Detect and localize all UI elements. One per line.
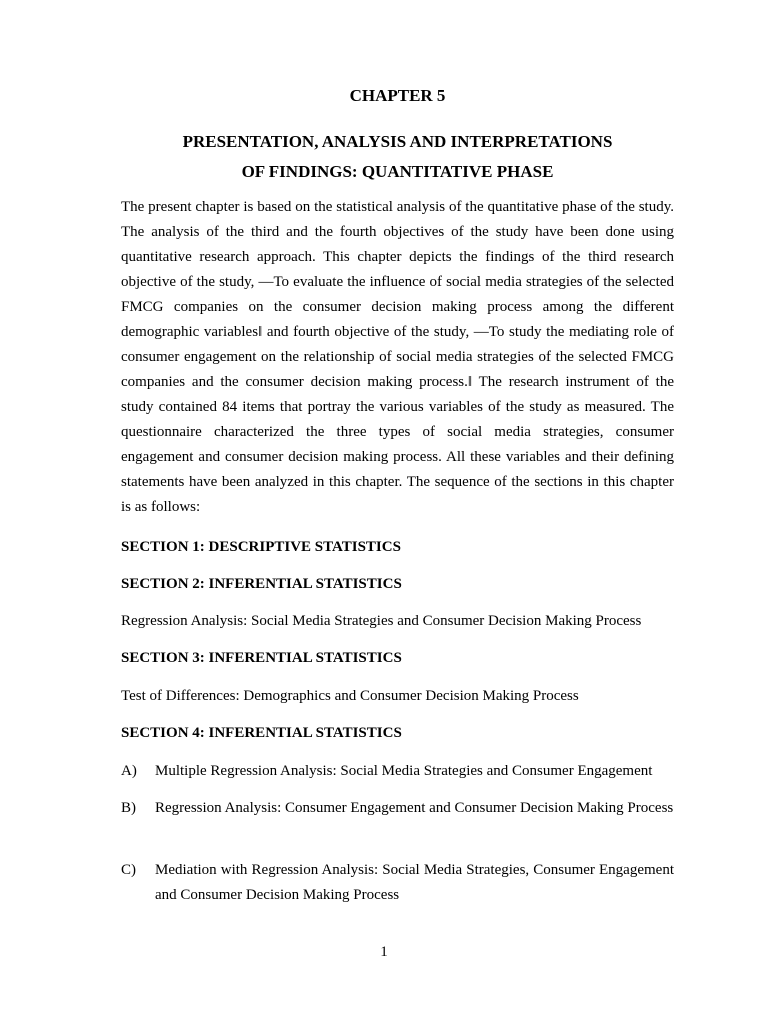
chapter-title-line-1: PRESENTATION, ANALYSIS AND INTERPRETATIONS — [182, 132, 613, 151]
chapter-title — [121, 127, 674, 187]
section-3-text: Test of Differences: Demographics and Consumer Decision Making Process — [121, 688, 579, 704]
chapter-label: CHAPTER 5 — [349, 86, 446, 105]
section-1-heading: SECTION 1: DESCRIPTIVE STATISTICS — [121, 539, 401, 555]
item-text: Mediation with Regression Analysis: Social Media Strategies, Consumer Engagement and Consumer Decision Making Process — [155, 862, 674, 903]
item-marker: C) — [121, 862, 136, 878]
intro-paragraph: The present chapter is based on the statistical analysis of the quantitative phase of the study. The analysis of the third and the fourth objectives of the study have been done using quantitative research approach. This chapter depicts the findings of the third research objective of the study, —To evaluate the influence of social media strategies of the selected FMCG companies on the consumer decision making process among the different demographic variables‖ and fourth objective of the study, —To study the mediating role of consumer engagement on the relationship of social media strategies of the selected FMCG companies and the consumer decision making process.‖ The research instrument of the study contained 84 items that portray the various variables of the study as measured. The questionnaire characterized the three types of social media strategies, consumer engagement and consumer decision making process. All these variables and their defining statements have been analyzed in this chapter. The sequence of the sections in this chapter is as follows: — [121, 199, 674, 515]
page-number: 1 — [380, 944, 388, 960]
section-4-item-c — [121, 858, 674, 908]
section-4-heading: SECTION 4: INFERENTIAL STATISTICS — [121, 725, 402, 741]
section-4-item-a — [121, 759, 674, 784]
item-marker: B) — [121, 800, 136, 816]
item-marker: A) — [121, 763, 137, 779]
section-2-text: Regression Analysis: Social Media Strategies and Consumer Decision Making Process — [121, 613, 642, 629]
item-text: Multiple Regression Analysis: Social Media Strategies and Consumer Engagement — [155, 763, 653, 779]
section-2-heading: SECTION 2: INFERENTIAL STATISTICS — [121, 576, 402, 592]
section-4-item-b — [121, 796, 674, 821]
item-text: Regression Analysis: Consumer Engagement and Consumer Decision Making Process — [155, 800, 674, 816]
section-3-heading: SECTION 3: INFERENTIAL STATISTICS — [121, 650, 402, 666]
chapter-title-line-2: OF FINDINGS: QUANTITATIVE PHASE — [241, 162, 554, 181]
